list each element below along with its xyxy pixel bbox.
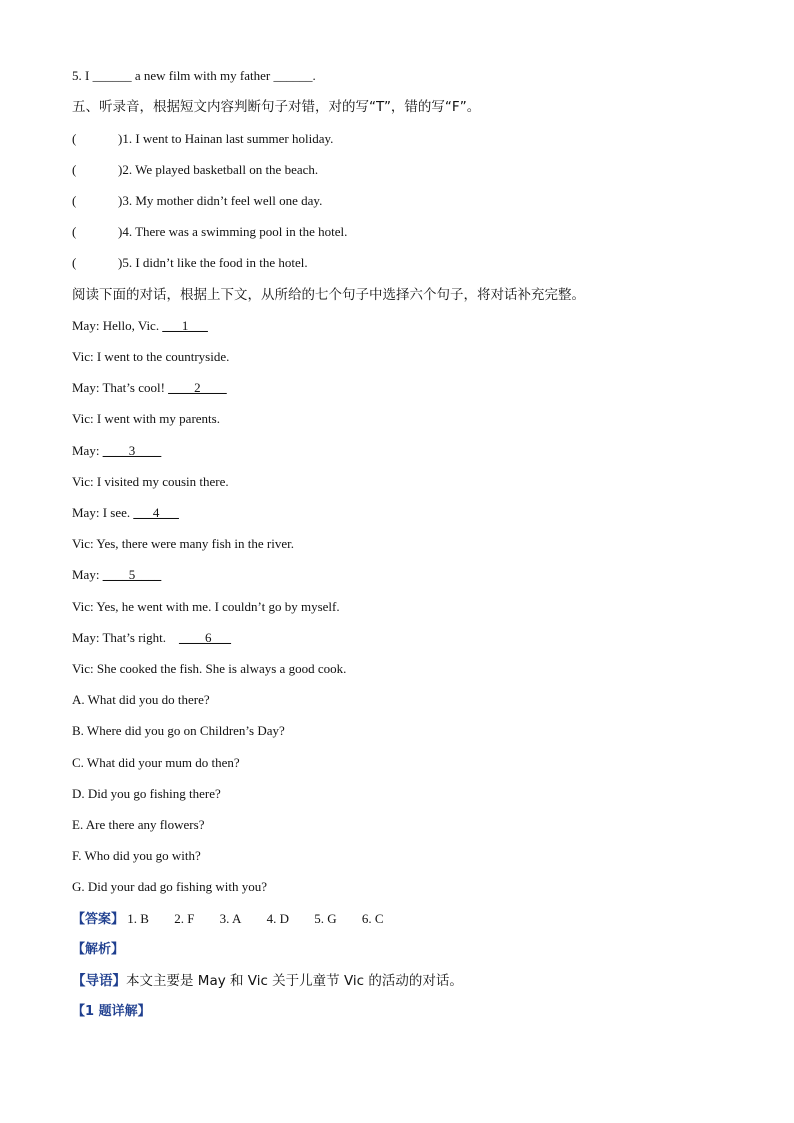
dialog-line-text: Vic: She cooked the fish. She is always a good cook.: [72, 661, 347, 676]
answer-paren: (: [72, 224, 77, 239]
dialog-line-text: Vic: I went to the countryside.: [72, 349, 230, 364]
option-item: A. What did you do there?: [72, 692, 210, 707]
answer-paren: (: [72, 131, 77, 146]
dialog-blank: ____6___: [179, 630, 232, 645]
dialog-line: [72, 660, 346, 678]
dialog-line: [72, 566, 161, 584]
analysis-label: 【解析】: [72, 942, 125, 957]
answer-row: [72, 910, 406, 929]
dialog-line-text: May: That’s right.: [72, 630, 180, 645]
dialog-blank: ____3____: [102, 443, 162, 458]
dialog-line: [72, 348, 229, 366]
dialog-line: [72, 504, 179, 522]
tf-item-text: )2. We played basketball on the beach.: [118, 162, 319, 177]
dialog-line-text: Vic: Yes, there were many fish in the river.: [72, 536, 294, 551]
dialog-instruction: 阅读下面的对话，根据上下文，从所给的七个句子中选择六个句子，将对话补充完整。: [72, 287, 585, 303]
guide-label: 【导语】: [72, 973, 126, 989]
guide-row: [72, 972, 463, 990]
option-item: C. What did your mum do then?: [72, 755, 240, 770]
tf-item: [72, 130, 333, 148]
dialog-blank: ___4___: [133, 505, 179, 520]
dialog-line-text: Vic: Yes, he went with me. I couldn’t go by myself.: [72, 599, 340, 614]
tf-item-text: )3. My mother didn’t feel well one day.: [118, 193, 323, 208]
section-heading: 五、听录音，根据短文内容判断句子对错，对的写“T”，错的写“F”。: [72, 99, 481, 115]
answer-item: 5. G: [314, 911, 337, 926]
answer-paren: (: [72, 193, 77, 208]
dialog-line-text: May: Hello, Vic.: [72, 318, 163, 333]
dialog-line: [72, 442, 161, 460]
dialog-line-text: May:: [72, 443, 103, 458]
answer-item: 4. D: [266, 911, 289, 926]
option-item: D. Did you go fishing there?: [72, 786, 221, 801]
option-item: F. Who did you go with?: [72, 848, 201, 863]
dialog-line: [72, 629, 231, 647]
answer-item: 3. A: [219, 911, 242, 926]
dialog-line: [72, 410, 220, 428]
detail-label: 【1 题详解】: [72, 1004, 151, 1019]
dialog-blank: ____5____: [102, 567, 162, 582]
answer-item: 2. F: [174, 911, 195, 926]
tf-item-text: )4. There was a swimming pool in the hotel.: [118, 224, 348, 239]
dialog-line: [72, 535, 294, 553]
dialog-line-text: May:: [72, 567, 103, 582]
tf-item: [72, 192, 322, 210]
question-5: 5. I ______ a new film with my father ______.: [72, 68, 316, 83]
tf-item: [72, 223, 347, 241]
dialog-line-text: Vic: I went with my parents.: [72, 411, 220, 426]
dialog-blank: ____2____: [168, 380, 227, 395]
dialog-line: [72, 317, 208, 335]
answer-item: 1. B: [127, 911, 149, 926]
answer-paren: (: [72, 162, 77, 177]
tf-item-text: )1. I went to Hainan last summer holiday.: [118, 131, 334, 146]
guide-text: 本文主要是 May 和 Vic 关于儿童节 Vic 的活动的对话。: [126, 973, 463, 989]
tf-item: [72, 254, 308, 272]
tf-item-text: )5. I didn’t like the food in the hotel.: [118, 255, 308, 270]
answer-paren: (: [72, 255, 77, 270]
option-item: E. Are there any flowers?: [72, 817, 205, 832]
dialog-line-text: May: That’s cool!: [72, 380, 169, 395]
answer-label: 【答案】: [72, 912, 125, 927]
option-item: G. Did your dad go fishing with you?: [72, 879, 267, 894]
dialog-line-text: Vic: I visited my cousin there.: [72, 474, 229, 489]
dialog-line-text: May: I see.: [72, 505, 134, 520]
dialog-line: [72, 379, 227, 397]
answer-item: 6. C: [361, 911, 384, 926]
option-item: B. Where did you go on Children’s Day?: [72, 723, 285, 738]
dialog-line: [72, 473, 229, 491]
tf-item: [72, 161, 318, 179]
dialog-blank: ___1___: [162, 318, 208, 333]
dialog-line: [72, 598, 340, 616]
